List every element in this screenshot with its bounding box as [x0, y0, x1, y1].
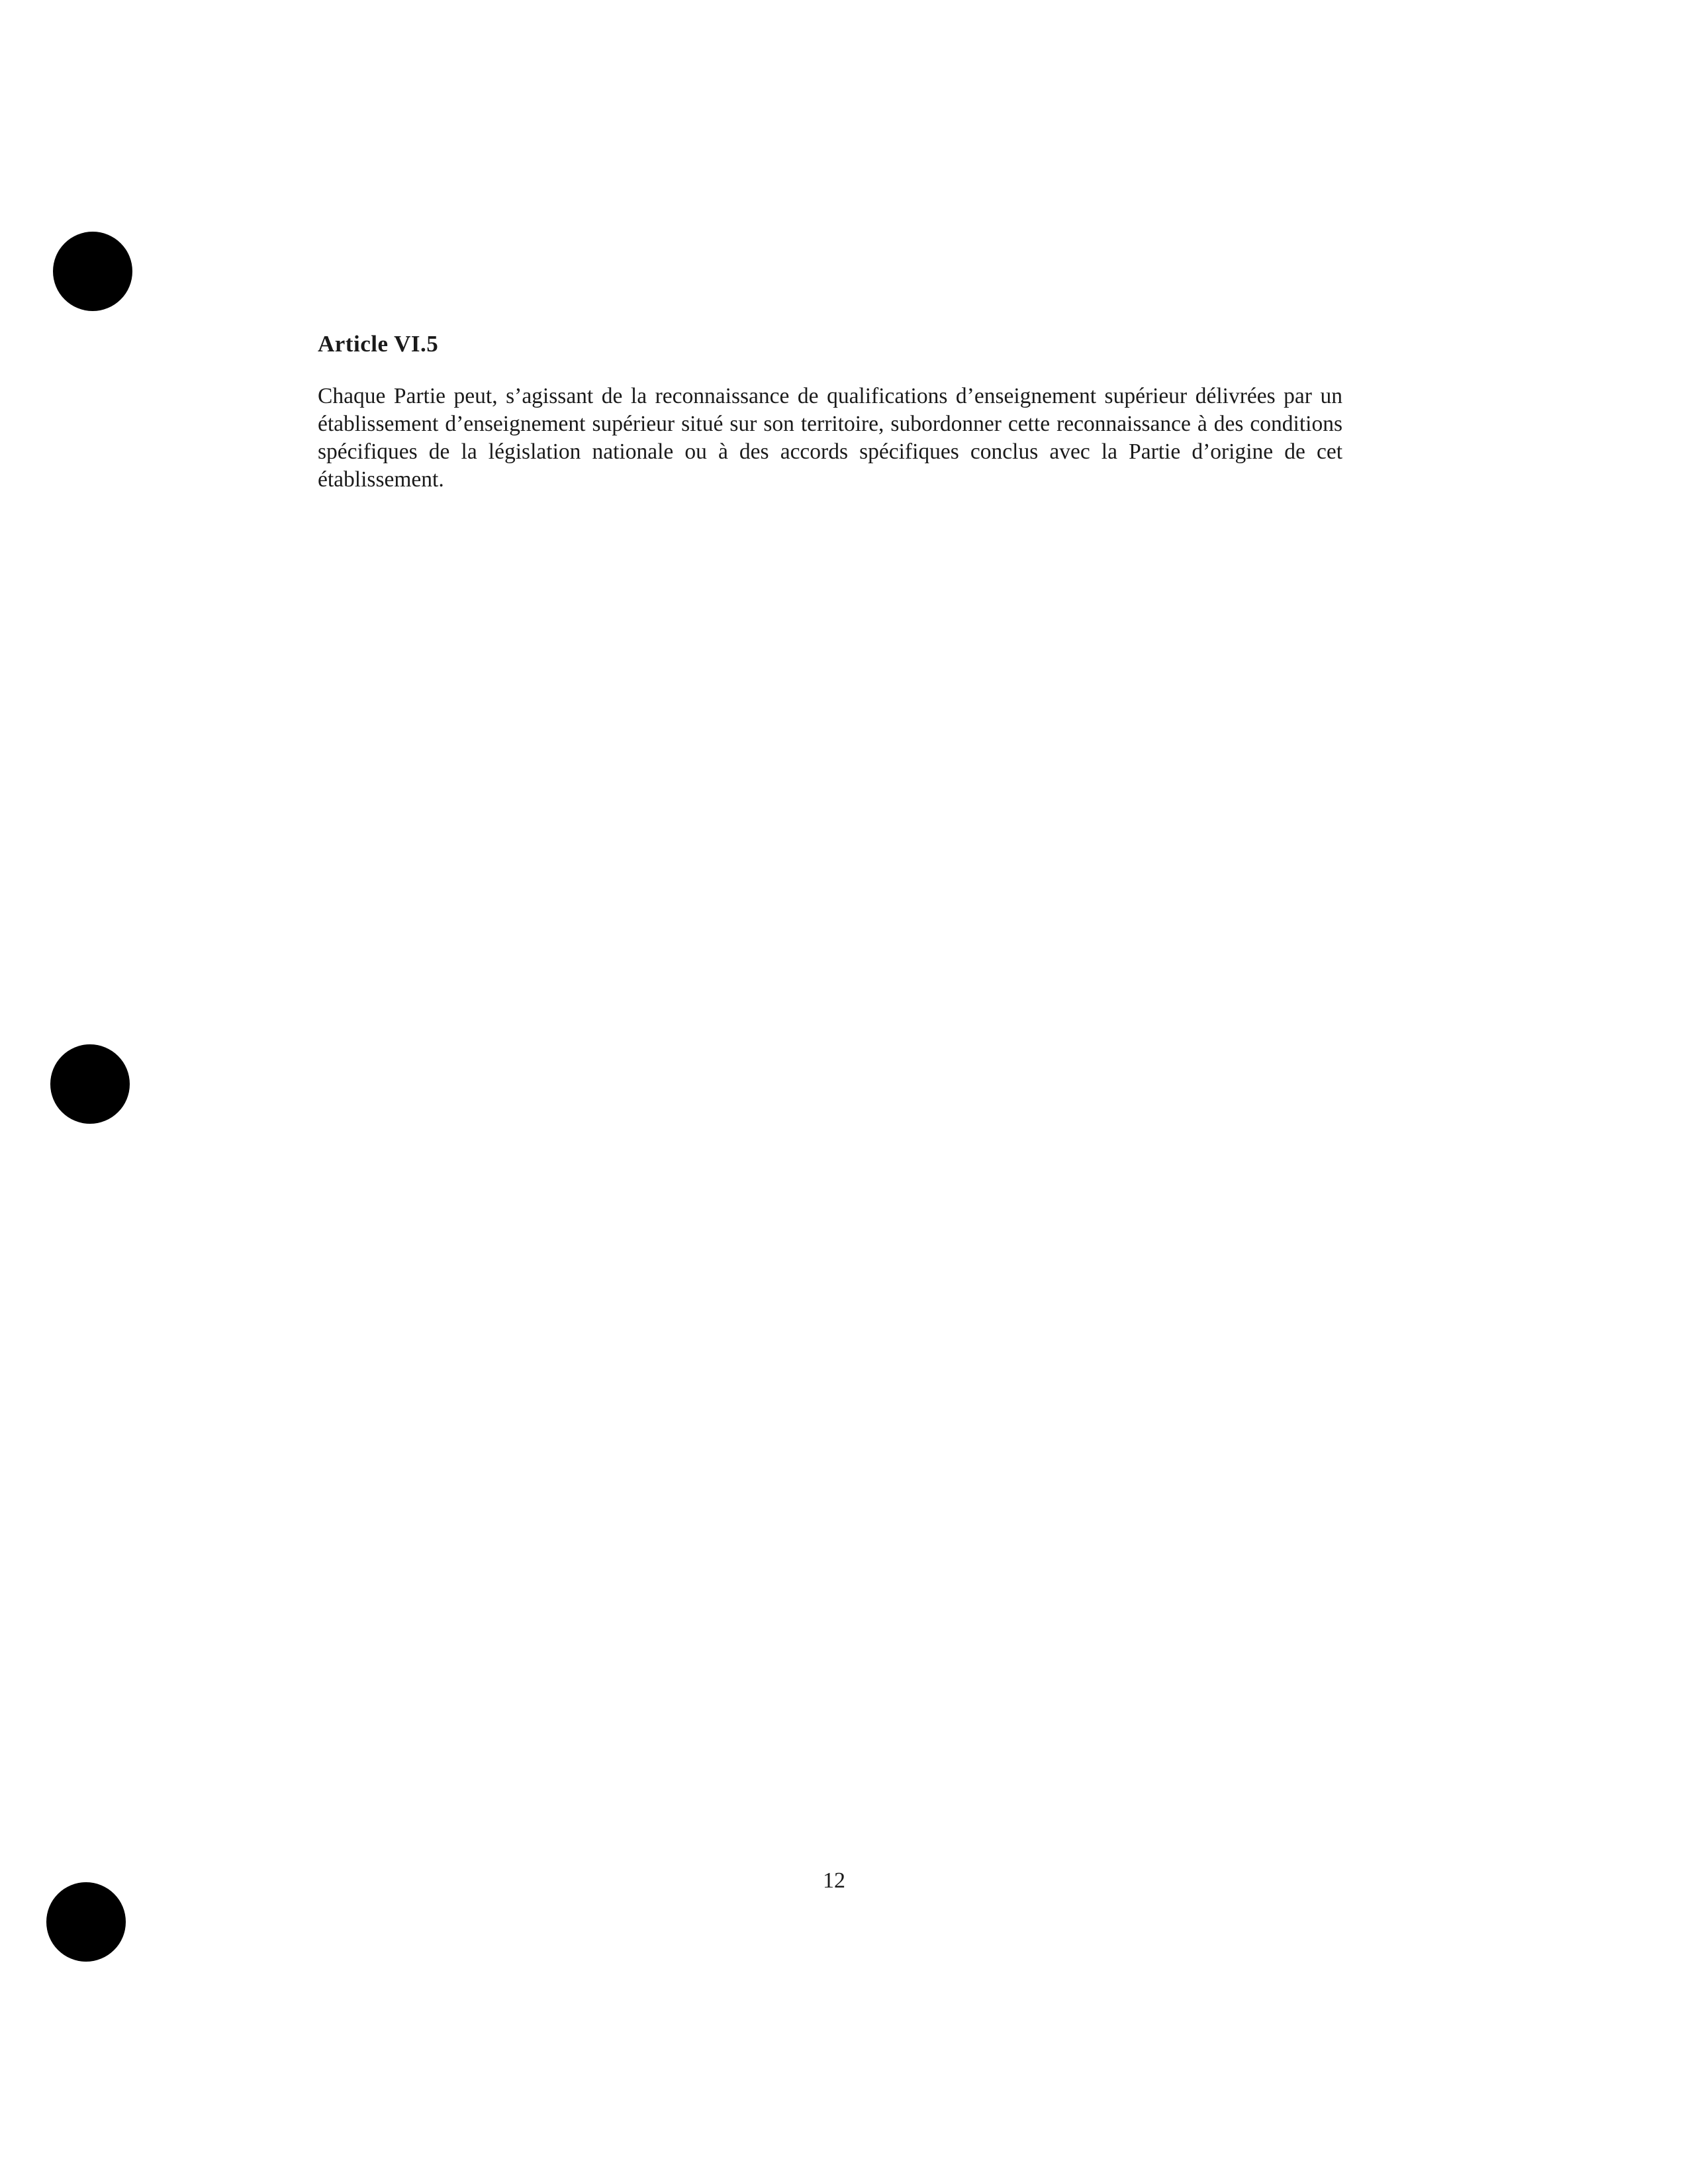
article-body: Chaque Partie peut, s’agissant de la reconnaissance de qualifications d’enseignement supérieur délivrées par un établissement d’enseignement supérieur situé sur son territoire, subordonner cette reconnaissance à des conditions spécifiques de la législation nationale ou à des accords spécifiques conclus avec la Partie d’origine de cet établissement. [318, 384, 1342, 492]
punch-hole-top [53, 232, 132, 311]
punch-hole-middle [50, 1044, 130, 1124]
page-number: 12 [823, 1868, 845, 1893]
article-heading: Article VI.5 [318, 331, 439, 357]
article-section [318, 330, 1342, 494]
punch-hole-bottom [46, 1882, 126, 1962]
